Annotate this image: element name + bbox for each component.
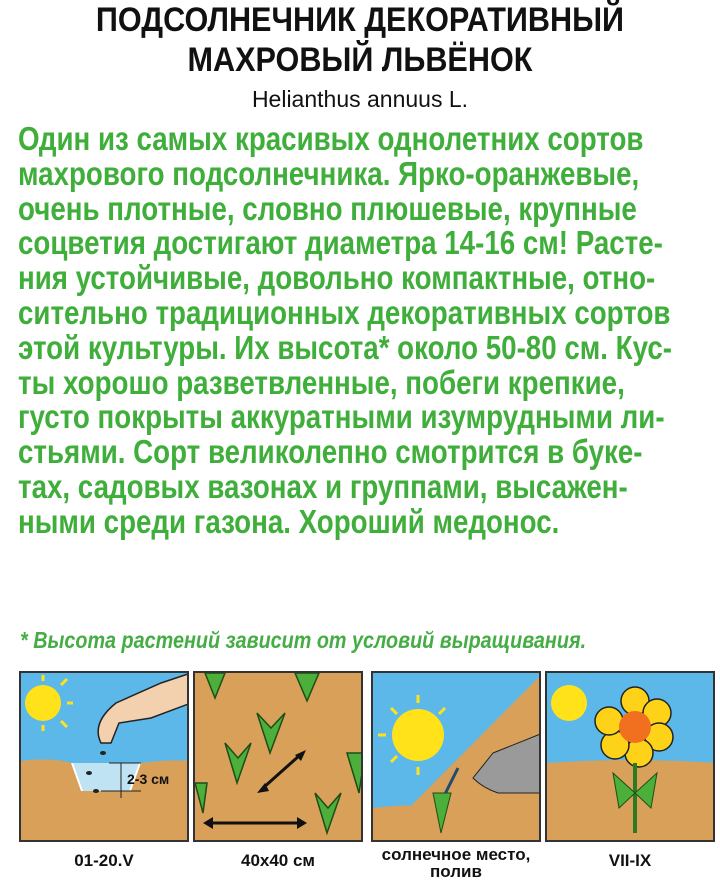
description-line: сительно традиционных декоративных сортов bbox=[18, 293, 671, 331]
description-line: махрового подсолнечника. Ярко-оранжевые, bbox=[18, 154, 640, 192]
product-title-line1: ПОДСОЛНЕЧНИК ДЕКОРАТИВНЫЙ bbox=[95, 1, 625, 39]
plant-spacing-icon bbox=[193, 671, 363, 842]
sowing-hand-icon bbox=[19, 671, 189, 842]
caption-location-line2: полив bbox=[430, 862, 482, 881]
depth-label: 2-3 см bbox=[127, 771, 170, 787]
caption-flowering: VII-IX bbox=[608, 851, 652, 870]
caption-location bbox=[366, 846, 546, 880]
sun-watering-icon bbox=[371, 671, 541, 842]
flowering-icon bbox=[545, 671, 715, 842]
description-line: этой культуры. Их высота* около 50-80 см. Кус- bbox=[18, 328, 672, 366]
caption-spacing: 40x40 см bbox=[240, 851, 316, 870]
caption-sowing-date: 01-20.V bbox=[74, 851, 134, 870]
description-line: Один из самых красивых однолетних сортов bbox=[18, 120, 644, 157]
description bbox=[18, 122, 720, 540]
description-line: стьями. Сорт великолепно смотрится в буке- bbox=[18, 433, 643, 471]
description-line: очень плотные, словно плюшевые, крупные bbox=[18, 189, 637, 227]
description-line: ты хорошо разветвленные, побеги крепкие, bbox=[18, 363, 625, 401]
description-line: ния устойчивые, довольно компактные, отно- bbox=[18, 259, 656, 297]
footnote: * Высота растений зависит от условий выращивания. bbox=[20, 627, 587, 653]
description-line: густо покрыты аккуратными изумрудными ли- bbox=[18, 398, 665, 436]
description-line: тах, садовых вазонах и группами, высажен- bbox=[18, 467, 628, 505]
description-line: соцветия достигают диаметра 14-16 см! Расте- bbox=[18, 224, 663, 262]
product-title-line2: МАХРОВЫЙ ЛЬВЁНОК bbox=[187, 41, 533, 79]
caption-location-line1: солнечное место, bbox=[381, 845, 531, 864]
description-line: ными среди газона. Хороший медонос. bbox=[18, 502, 560, 540]
latin-name: Helianthus annuus L. bbox=[251, 86, 469, 112]
